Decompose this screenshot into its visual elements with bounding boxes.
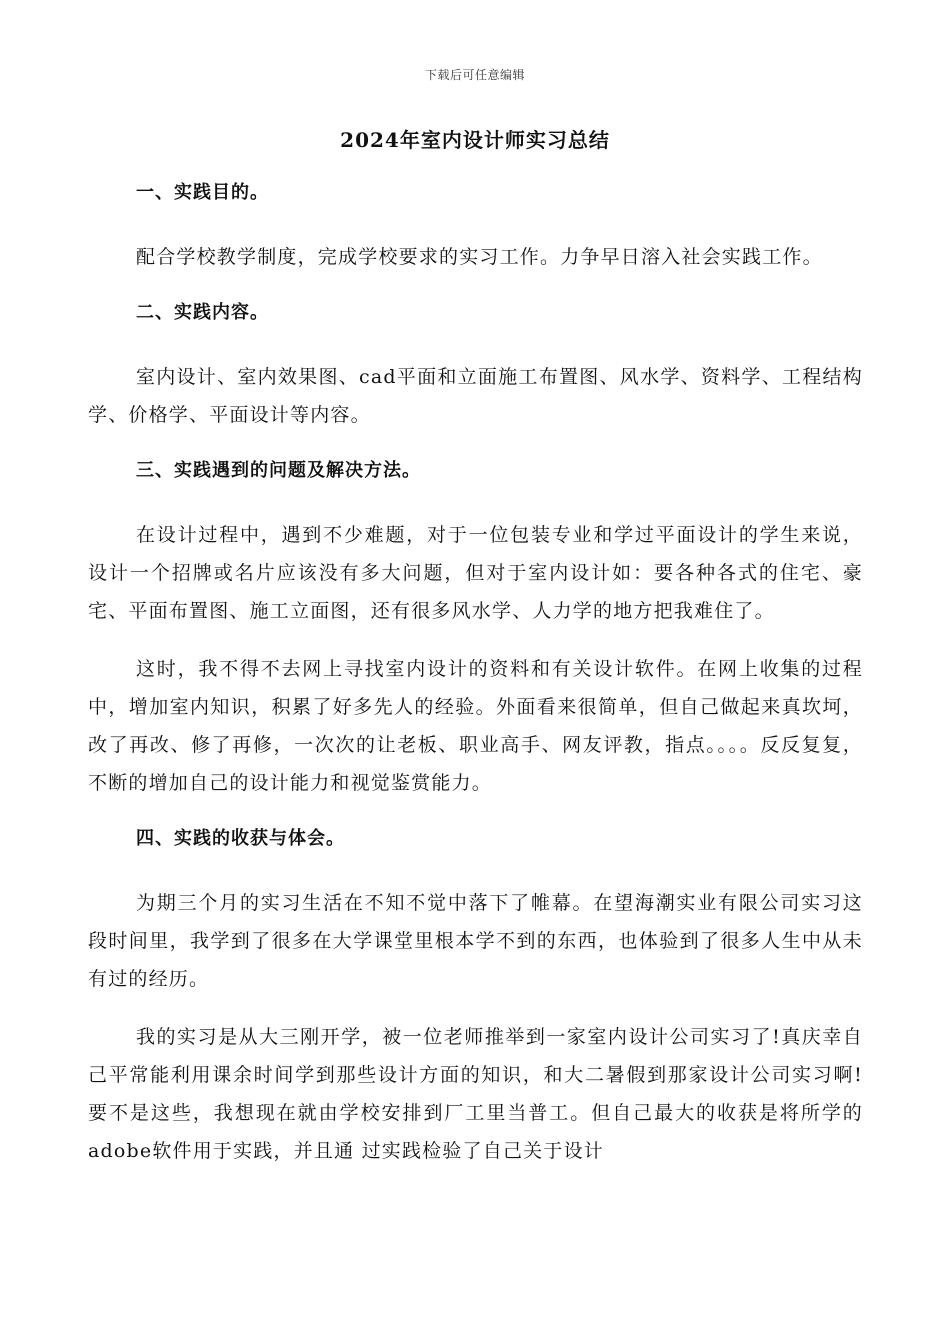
document-body [88,176,863,1170]
paragraph: 这时，我不得不去网上寻找室内设计的资料和有关设计软件。在网上收集的过程中，增加室内知识，积累了好多先人的经验。外面看来很简单，但自己做起来真坎坷，改了再改、修了再修，一次次的让老板、职业高手、网友评教，指点。。。。反反复复，不断的增加自己的设计能力和视觉鉴赏能力。 [88,658,863,794]
section-heading-purpose: 一、实践目的。 [136,182,269,203]
paragraph: 室内设计、室内效果图、cad平面和立面施工布置图、风水学、资料学、工程结构学、价格学、平面设计等内容。 [88,366,863,426]
section-heading-content: 二、实践内容。 [136,302,269,323]
paragraph: 我的实习是从大三刚开学，被一位老师推举到一家室内设计公司实习了!真庆幸自己平常能利用课余时间学到那些设计方面的知识，和大二暑假到那家设计公司实习啊!要不是这些，我想现在就由学校安排到厂工里当普工。但自己最大的收获是将所学的adobe软件用于实践，并且通 过实践检验了自己关于设计 [88,1026,863,1162]
paragraph: 在设计过程中，遇到不少难题，对于一位包装专业和学过平面设计的学生来说，设计一个招牌或名片应该没有多大问题，但对于室内设计如：要各种各式的住宅、豪宅、平面布置图、施工立面图，还有很多风水学、人力学的地方把我难住了。 [88,524,863,622]
page-header: 下载后可任意编辑 [424,68,525,82]
paragraph: 配合学校教学制度，完成学校要求的实习工作。力争早日溶入社会实践工作。 [136,246,823,268]
section-heading-problems: 三、实践遇到的问题及解决方法。 [136,460,421,481]
paragraph: 为期三个月的实习生活在不知不觉中落下了帷幕。在望海潮实业有限公司实习这段时间里，我学到了很多在大学课堂里根本学不到的东西，也体验到了很多人生中从未有过的经历。 [88,892,863,990]
section-heading-gains: 四、实践的收获与体会。 [136,828,345,849]
document-title: 2024年室内设计师实习总结 [340,128,610,152]
